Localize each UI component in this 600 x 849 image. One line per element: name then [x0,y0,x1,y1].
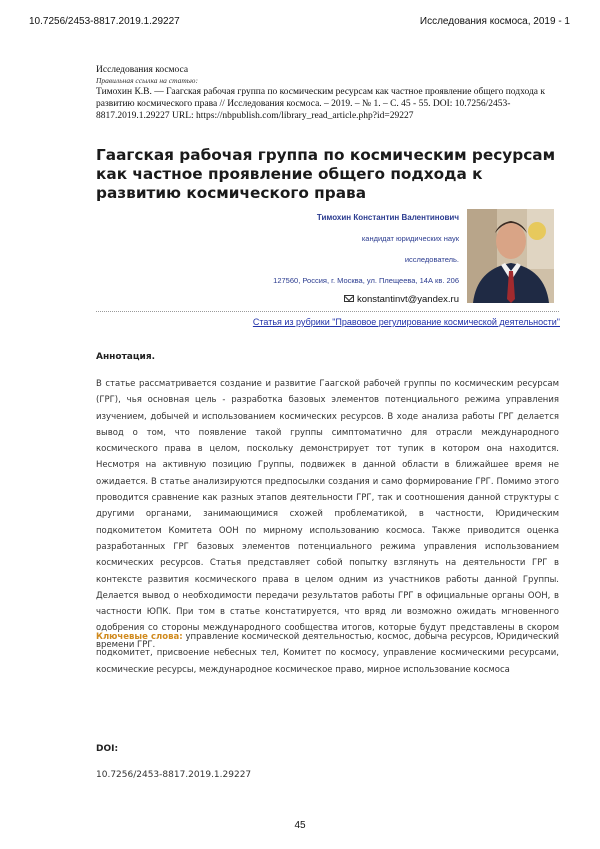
rubric-link[interactable]: Статья из рубрики "Правовое регулирование космической деятельности" [252,317,560,327]
author-degree: кандидат юридических наук [361,234,459,243]
envelope-icon [344,295,354,302]
author-name: Тимохин Константин Валентинович [316,213,459,222]
keywords-text: управление космической деятельностью, космос, добыча ресурсов, Юридический подкомитет, присвоение небесных тел, Комитет по космосу, управление космическими ресурсами, космические ресурсы, международное космическое право, мирное использование космоса [96,632,559,675]
author-role: исследователь. [404,255,459,264]
keywords-paragraph [96,629,559,678]
citation-journal: Исследования космоса [96,65,189,75]
citation-note: Правильная ссылка на статью: [96,76,198,85]
author-photo [467,209,554,303]
keywords-label: Ключевые слова: [96,632,183,642]
page-number: 45 [294,820,306,831]
author-email[interactable] [159,294,459,306]
header-doi: 10.7256/2453-8817.2019.1.29227 [29,16,180,27]
citation-block [96,64,566,122]
citation-reference: Тимохин К.В. — Гаагская рабочая группа по космическим ресурсам как частное проявление общего подхода к развитию космического права // Исследования космоса. – 2019. – № 1. – С. 45 - 55. DOI: 10.7256/2453-8817.2019.1.29227 URL: https://nbpublish.com/library_read_article.php?id=29227 [96,87,545,121]
header-journal-issue: Исследования космоса, 2019 - 1 [419,16,570,27]
abstract-text: В статье рассматривается создание и развитие Гаагской рабочей группы по космическим ресурсам (ГРГ), чья основная цель - разработка базовых элементов потенциального режима управления изучением, добычей и использованием космических ресурсов. В ходе анализа работы ГРГ делается вывод о том, что появление такой группы симптоматично для отрасли международного космического права в целом, поскольку демонстрирует тот тупик в котором она находится. Несмотря на активную позицию Группы, подвижек в данной области в ближайшее время не ожидается. В статье анализируются предпосылки создания и само формирование ГРГ. Помимо этого проводится сравнение как разных этапов деятельности ГРГ, так и соотношения данной структуры с другими органами, занимающимися схожей проблематикой, в частности, Юридическим подкомитетом Комитета ООН по мирному использованию космоса. Также приводится оценка разработанных ГРГ базовых элементов потенциального режима управления использованием космических ресурсов. Статья представляет собой попытку взглянуть на деятельности ГРГ в контексте развития космического права в целом одним из участников работы данной Группы. Делается вывод о необходимости передачи результатов работы ГРГ в официальные органы ООН, в частности ЮПК. При том в статье констатируется, что вряд ли возможно ожидать мгновенного одобрения со стороны международного сообщества итогов, которые будут представлены в скором времени ГРГ. [96,379,559,650]
doi-value: 10.7256/2453-8817.2019.1.29227 [96,770,252,780]
author-address: 127560, Россия, г. Москва, ул. Плещеева, 14А кв. 206 [273,276,459,285]
section-divider [96,311,559,312]
author-email-text[interactable]: konstantinvt@yandex.ru [356,294,459,305]
author-block [159,213,459,306]
abstract-heading: Аннотация. [96,352,156,362]
article-title: Гаагская рабочая группа по космическим ресурсам как частное проявление общего подхода к развитию космического права [96,146,556,202]
author-portrait-image [467,209,554,303]
doi-heading: DOI: [96,744,119,754]
